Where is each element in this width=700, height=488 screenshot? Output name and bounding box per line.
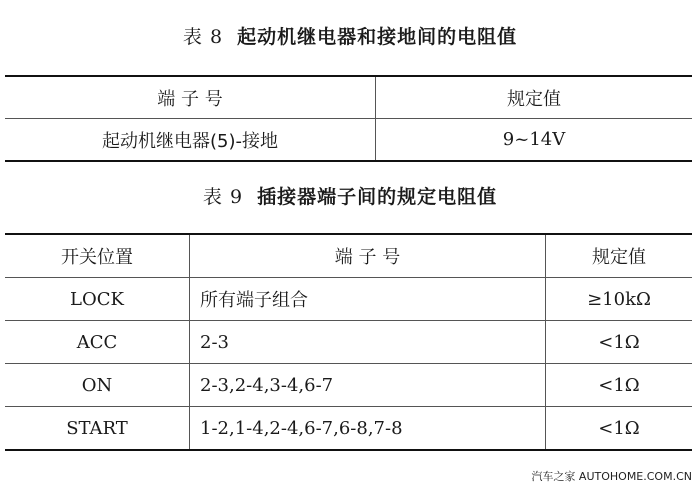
- cell-switch-position: LOCK: [5, 278, 190, 321]
- table9-caption-text: 插接器端子间的规定电阻值: [257, 186, 498, 208]
- watermark: 汽车之家 AUTOHOME.COM.CN: [531, 470, 692, 483]
- cell-spec-value: <1Ω: [546, 364, 693, 407]
- table8-caption-text: 起动机继电器和接地间的电阻值: [237, 26, 518, 48]
- cell-spec-value: 9~14V: [376, 119, 693, 162]
- cell-terminal: 1-2,1-4,2-4,6-7,6-8,7-8: [190, 407, 546, 451]
- cell-terminal: 所有端子组合: [190, 278, 546, 321]
- header-terminal: 端 子 号: [5, 76, 376, 119]
- cell-terminal: 2-3,2-4,3-4,6-7: [190, 364, 546, 407]
- table9-caption: [0, 182, 700, 209]
- header-terminal: 端 子 号: [190, 234, 546, 278]
- table-row: [5, 364, 692, 407]
- header-switch-position: 开关位置: [5, 234, 190, 278]
- header-spec-value: 规定值: [546, 234, 693, 278]
- table9-caption-number: 表 9: [202, 186, 244, 208]
- cell-spec-value: <1Ω: [546, 321, 693, 364]
- table-row: [5, 119, 692, 162]
- cell-terminal: 起动机继电器(5)-接地: [5, 119, 376, 162]
- table-row: [5, 278, 692, 321]
- table-header-row: [5, 234, 692, 278]
- cell-switch-position: START: [5, 407, 190, 451]
- cell-spec-value: ≥10kΩ: [546, 278, 693, 321]
- table-header-row: [5, 76, 692, 119]
- cell-spec-value: <1Ω: [546, 407, 693, 451]
- cell-switch-position: ON: [5, 364, 190, 407]
- header-spec-value: 规定值: [376, 76, 693, 119]
- table8-caption-number: 表 8: [182, 26, 224, 48]
- table9: [5, 233, 692, 451]
- table-row: [5, 407, 692, 451]
- cell-terminal: 2-3: [190, 321, 546, 364]
- table-row: [5, 321, 692, 364]
- table8-caption: [0, 22, 700, 49]
- table8: [5, 75, 692, 162]
- cell-switch-position: ACC: [5, 321, 190, 364]
